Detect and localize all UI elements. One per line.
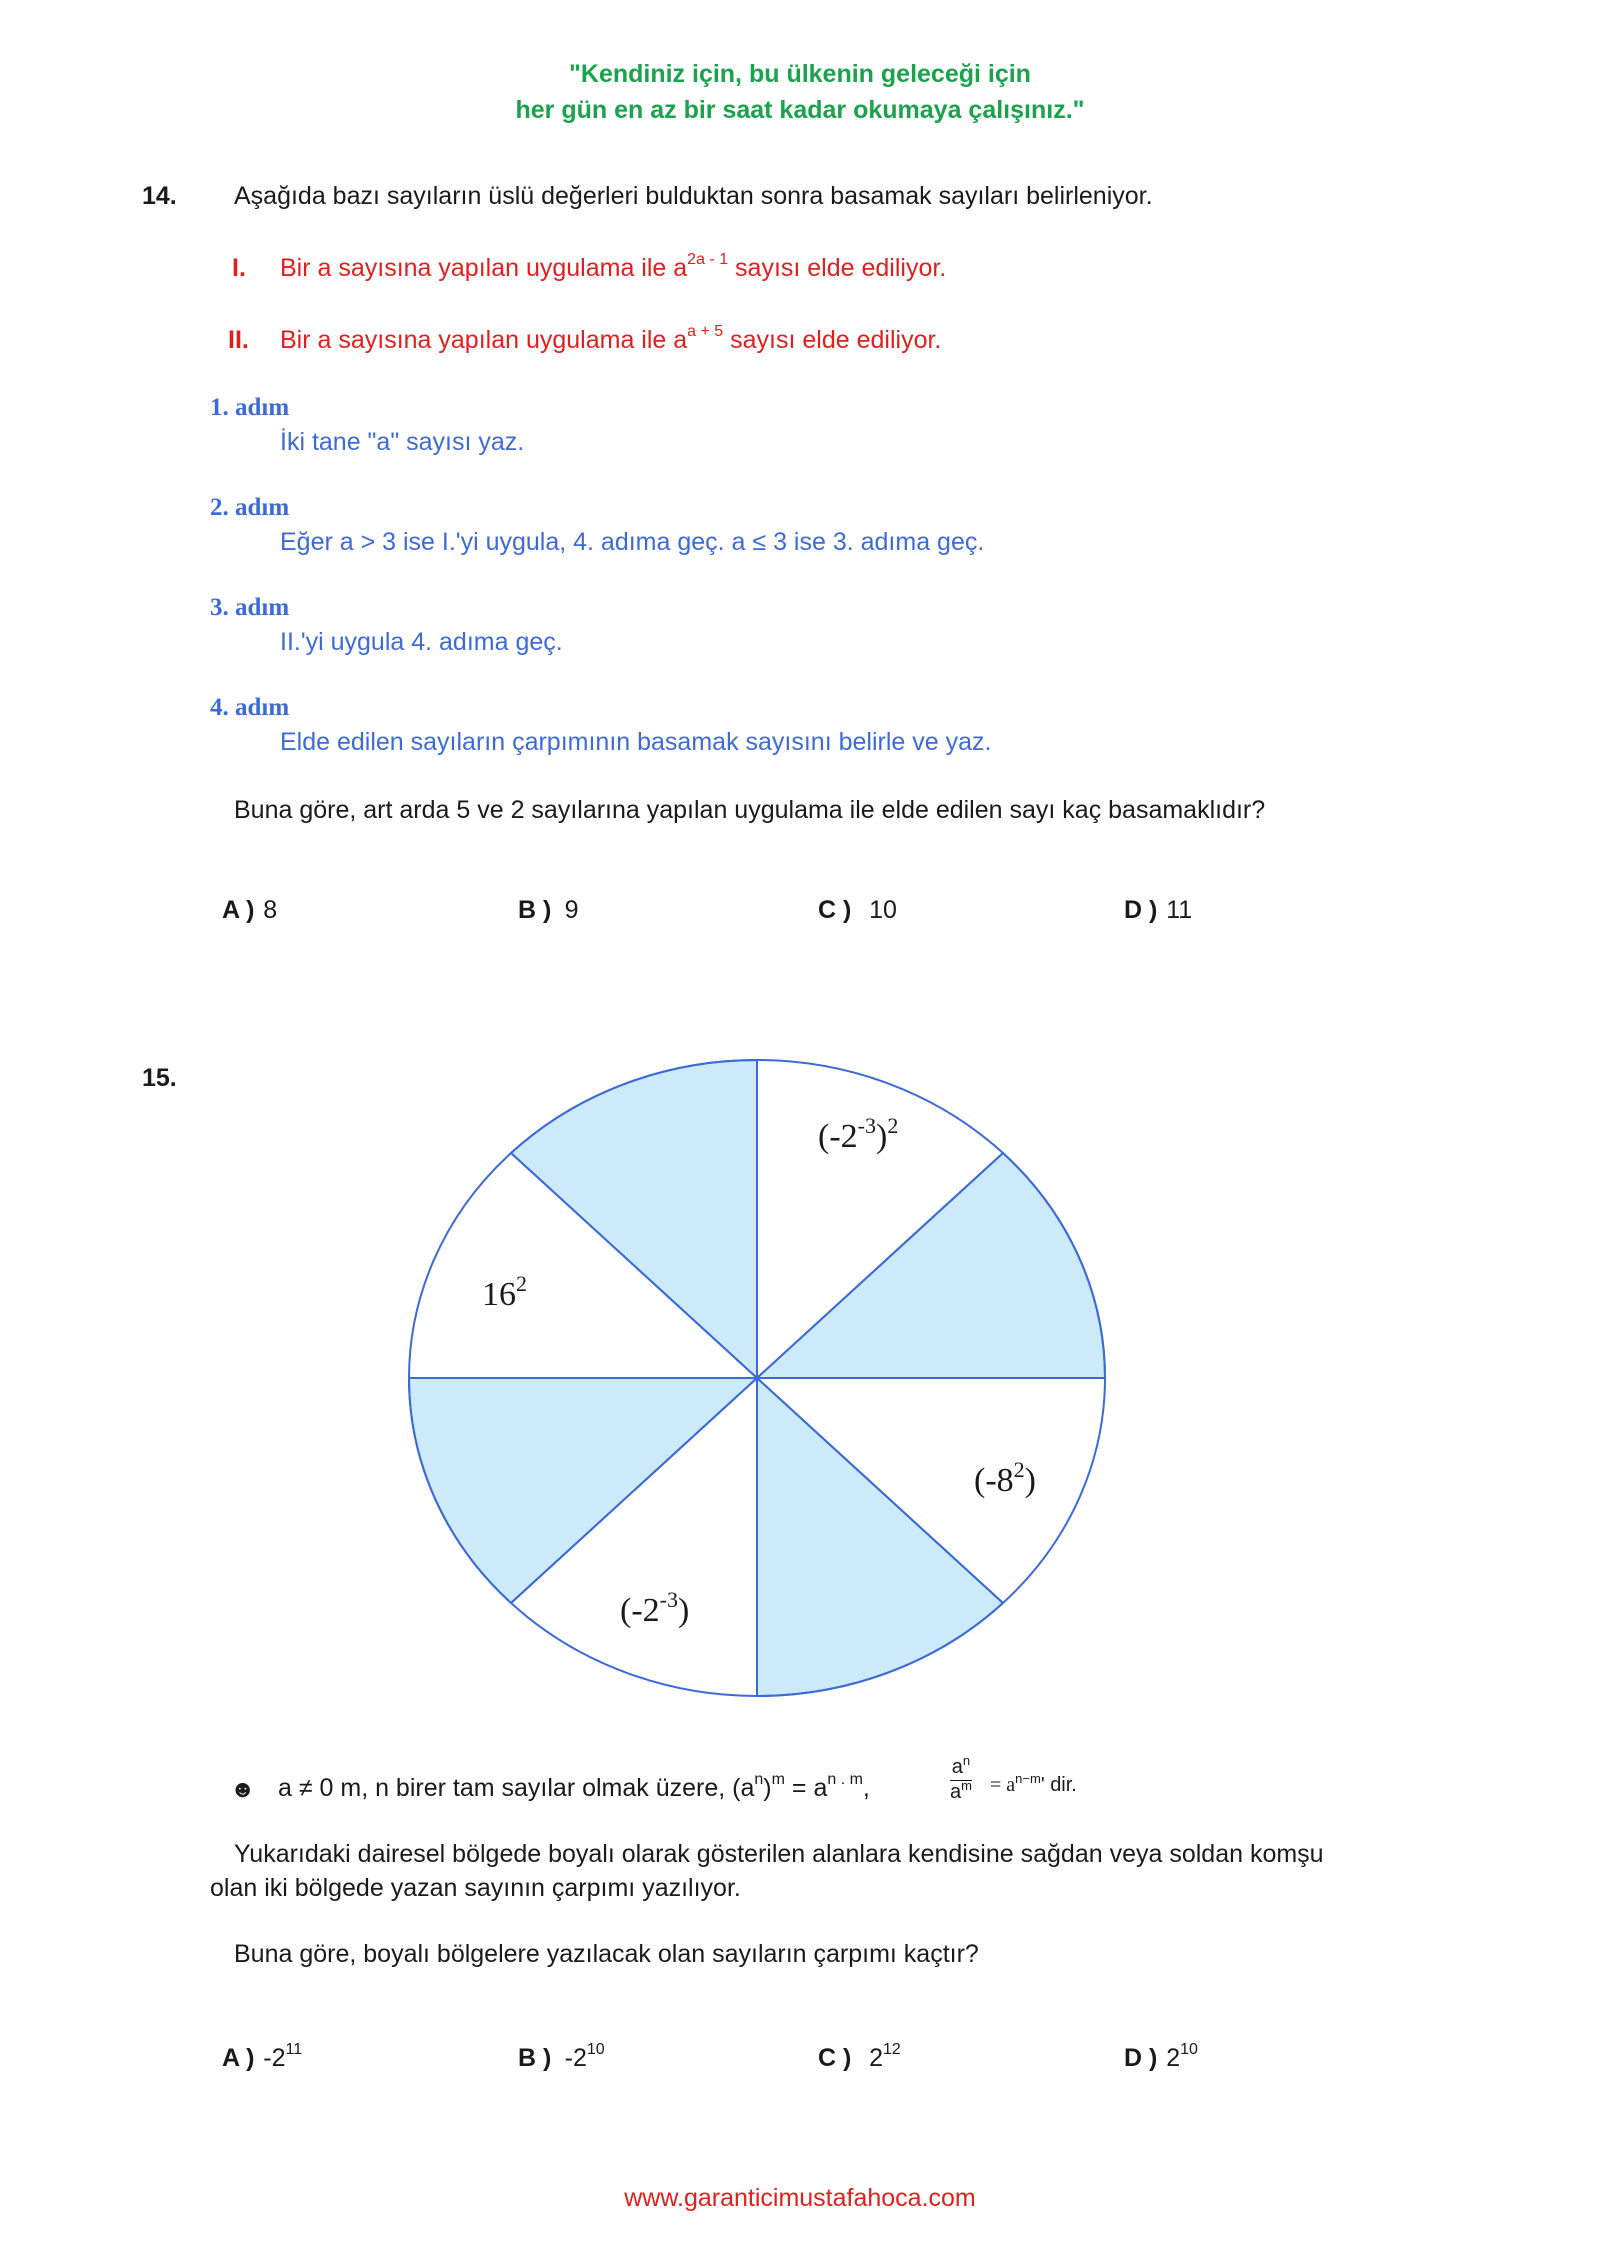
shaded-sector-top-left: [511, 1060, 757, 1378]
rule-2-text: Bir a sayısına yapılan uygulama ile $a^{a + 5}$ sayısı elde ediliyor.: [280, 323, 942, 354]
q15-option-b[interactable]: B ) $-2^{10}$: [518, 2041, 605, 2072]
division-rule-result: = $a^{n-m}'$ dir.: [990, 1771, 1077, 1796]
q14-option-d[interactable]: D ) 11: [1124, 896, 1193, 924]
shaded-sector-left-bottom: [409, 1378, 757, 1603]
step-1-text: İki tane "a" sayısı yaz.: [280, 428, 525, 456]
q15-paragraph-line-2: olan iki bölgede yazan sayının çarpımı yazılıyor.: [210, 1874, 741, 1902]
question-15-number: 15.: [142, 1064, 177, 1092]
rule-1-label: I.: [232, 254, 246, 282]
rule-1-text: Bir a sayısına yapılan uygulama ile $a^{2a - 1}$ sayısı elde ediliyor.: [280, 251, 947, 282]
step-3-text: II.'yi uygula 4. adıma geç.: [280, 628, 563, 656]
division-rule-fraction: $\frac{a^n}{a^m}$: [950, 1753, 972, 1803]
rule-2-label: II.: [228, 326, 249, 354]
step-3-title: 3. adım: [210, 594, 290, 621]
shaded-sector-right-top: [757, 1153, 1105, 1378]
step-4-title: 4. adım: [210, 694, 290, 721]
q14-option-b[interactable]: B ) 9: [518, 896, 579, 924]
q15-option-c[interactable]: C ) $2^{12}$: [818, 2041, 901, 2072]
step-4-text: Elde edilen sayıların çarpımının basamak sayısını belirle ve yaz.: [280, 728, 992, 756]
motto-line-1: "Kendiniz için, bu ülkenin geleceği için: [569, 60, 1031, 88]
motto-line-2: her gün en az bir saat kadar okumaya çalışınız.": [515, 96, 1085, 124]
question-14-intro: Aşağıda bazı sayıların üslü değerleri bulduktan sonra basamak sayıları belirleniyor.: [234, 182, 1153, 210]
question-14-number: 14.: [142, 182, 177, 210]
step-1-title: 1. adım: [210, 394, 290, 421]
q15-paragraph-line-1: Yukarıdaki dairesel bölgede boyalı olarak gösterilen alanlara kendisine sağdan veya soldan komşu: [234, 1840, 1324, 1868]
question-14-prompt: Buna göre, art arda 5 ve 2 sayılarına yapılan uygulama ile elde edilen sayı kaç basamaklıdır?: [234, 796, 1266, 824]
q14-option-a[interactable]: A ) 8: [222, 896, 278, 924]
exponent-rule: a ≠ 0 m, n birer tam sayılar olmak üzere, $(a^n)^m = a^{n . m}$,: [278, 1771, 870, 1802]
step-2-title: 2. adım: [210, 494, 290, 521]
sector-label-bottom: $(-2^{-3})$: [620, 1587, 690, 1629]
rule-1-exponent: 2a - 1: [687, 251, 729, 268]
q14-option-c[interactable]: C ) 10: [818, 896, 897, 924]
step-2-text: Eğer a > 3 ise I.'yi uygula, 4. adıma geç. a ≤ 3 ise 3. adıma geç.: [280, 528, 985, 556]
sectored-circle-diagram: [400, 1050, 1120, 1710]
smiley-bullet: ☻: [230, 1776, 256, 1803]
q15-option-a[interactable]: A ) $-2^{11}$: [222, 2041, 303, 2072]
sector-label-top: $(-2^{-3})^2$: [818, 1113, 899, 1155]
footer-url[interactable]: www.garanticimustafahoca.com: [624, 2184, 976, 2212]
shaded-sector-bottom-right: [757, 1378, 1003, 1696]
rule-2-exponent: a + 5: [687, 323, 724, 340]
question-15-prompt: Buna göre, boyalı bölgelere yazılacak olan sayıların çarpımı kaçtır?: [234, 1940, 979, 1968]
sector-label-right: $(-8^2)$: [974, 1457, 1036, 1499]
q15-option-d[interactable]: D ) $2^{10}$: [1124, 2041, 1198, 2072]
sector-label-left: $16^2$: [482, 1271, 527, 1313]
